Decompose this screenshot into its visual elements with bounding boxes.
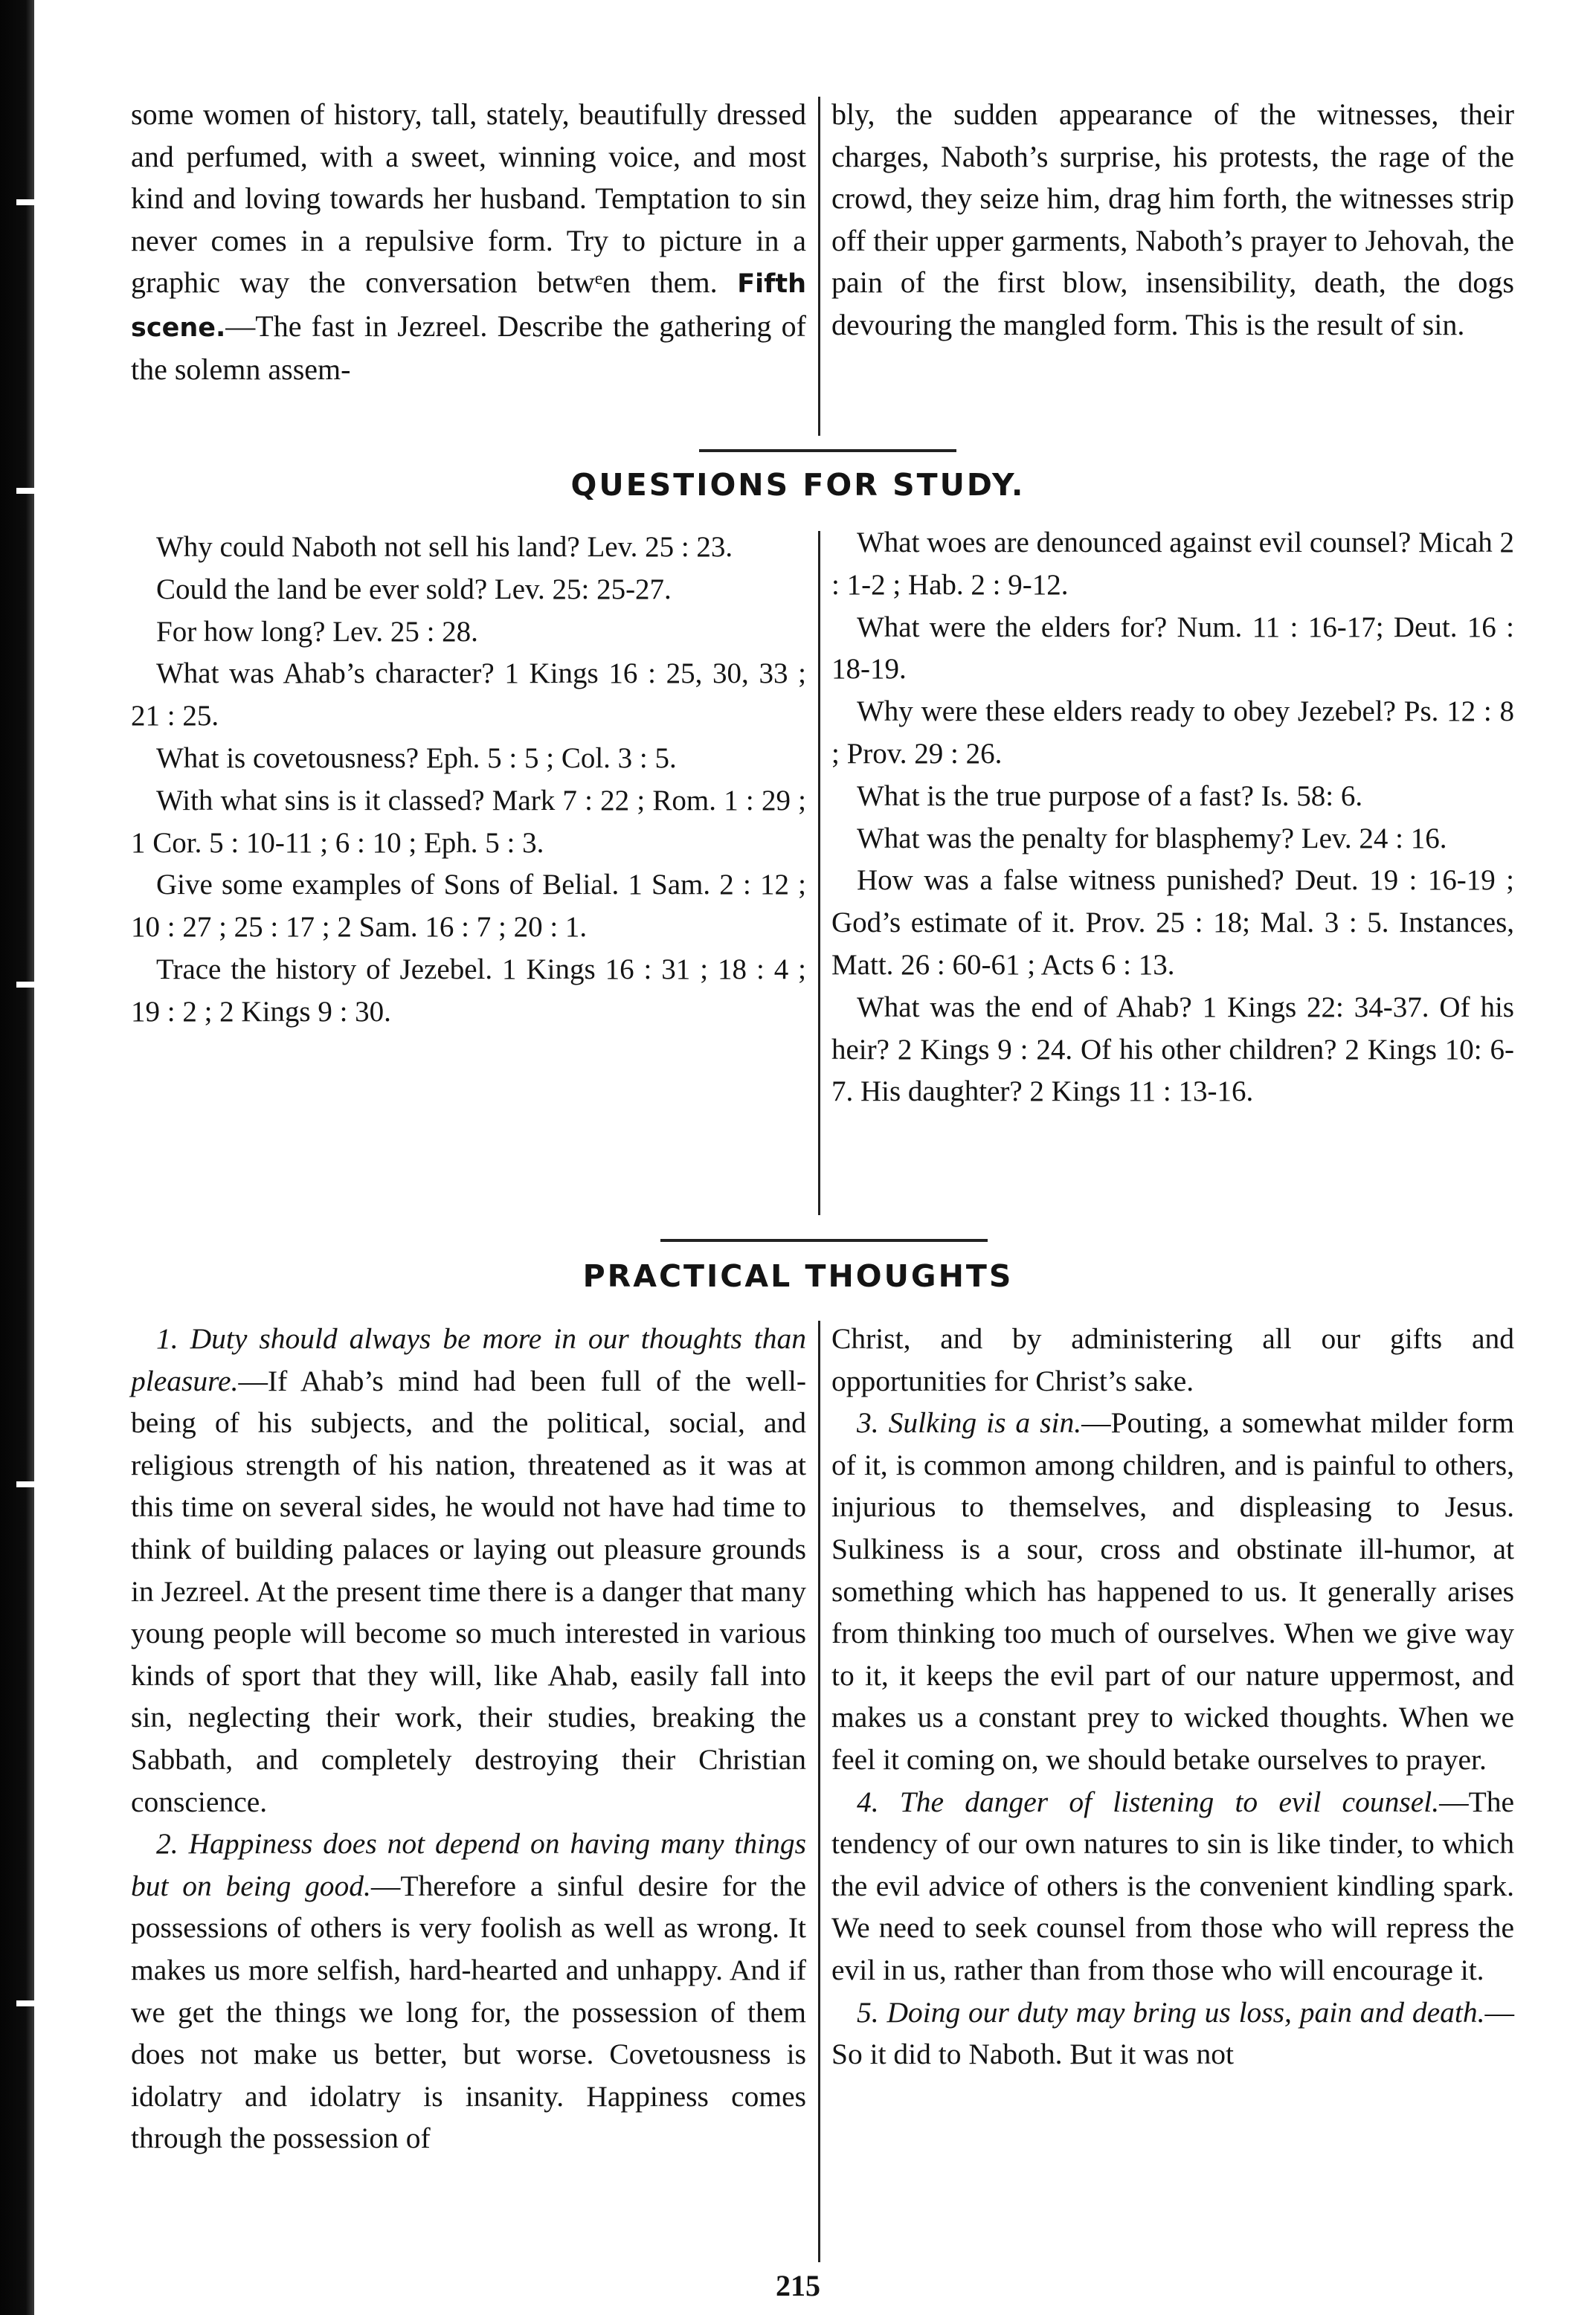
question-item: Give some examples of Sons of Belial. 1 Sam. 2 : 12 ; 10 : 27 ; 25 : 17 ; 2 Sam. 16 : 7 ; 20 : 1.: [131, 869, 806, 944]
practical-thought: [831, 1781, 1514, 1992]
thought-text: —So it did to Naboth. But it was not: [831, 1995, 1514, 2071]
binding-mark: [16, 199, 37, 205]
column-divider: [818, 97, 820, 436]
practical-thought: [831, 1402, 1514, 1780]
intro-left-column: [131, 94, 806, 391]
binding-mark: [16, 2000, 37, 2006]
question-item: What was the end of Ahab? 1 Kings 22: 34-37. Of his heir? 2 Kings 9 : 24. Of his other children? 2 Kings 10: 6-7. His daughter? 2 Kings 11 : 13-16.: [831, 991, 1514, 1108]
section-rule: [660, 1239, 988, 1242]
question-item: What is covetousness? Eph. 5 : 5 ; Col. 3 : 5.: [156, 741, 677, 774]
question-item: With what sins is it classed? Mark 7 : 22 ; Rom. 1 : 29 ; 1 Cor. 5 : 10-11 ; 6 : 10 ; Eph. 5 : 3.: [131, 784, 806, 859]
question-item: How was a false witness punished? Deut. 19 : 16-19 ; God’s estimate of it. Prov. 25 : 18; Mal. 3 : 5. Instances, Matt. 26 : 60-61 ; Acts 6 : 13.: [831, 864, 1514, 981]
binding-mark: [16, 1481, 37, 1487]
thought-number: 4.: [857, 1785, 879, 1818]
fifth-scene-text: —The fast in Jezreel. Describe the gathering of the solemn assem-: [131, 309, 806, 386]
question-item: What was the penalty for blasphemy? Lev. 24 : 16.: [857, 822, 1447, 854]
practical-heading: PRACTICAL THOUGHTS: [582, 1258, 1014, 1294]
thought-text: —Therefore a sinful desire for the possessions of others is very foolish as well as wrong. It makes us more selfish, hard-hearted and unhappy. And if we get the things we long for, the possession of them does not make us better, but worse. Covetousness is idolatry and idolatry is insanity. Happiness comes through the possession of: [131, 1869, 806, 2155]
question-item: Could the land be ever sold? Lev. 25: 25-27.: [156, 573, 672, 605]
thought-title: Doing our duty may bring us loss, pain and death.: [887, 1995, 1485, 2029]
thought-title: Happiness does not depend on having many things but on being good.: [131, 1827, 807, 1902]
thought-title: Duty should always be more in our thoughts than pleasure.: [131, 1322, 806, 1397]
intro-left-text: some women of history, tall, stately, beautifully dressed and perfumed, with a sweet, winning voice, and most kind and loving towards her husband. Temptation to sin never comes in a repulsive form. Try to picture in a graphic way the conversation betwᵉen them.: [131, 97, 806, 299]
thought-number: 2.: [156, 1827, 178, 1861]
thought-number: 3.: [857, 1406, 879, 1440]
questions-heading: QUESTIONS FOR STUDY.: [570, 467, 1026, 503]
column-divider: [818, 531, 820, 1215]
question-item: Trace the history of Jezebel. 1 Kings 16 : 31 ; 18 : 4 ; 19 : 2 ; 2 Kings 9 : 30.: [131, 953, 806, 1028]
section-rule: [699, 449, 956, 452]
question-item: What woes are denounced against evil counsel? Micah 2 : 1-2 ; Hab. 2 : 9-12.: [831, 527, 1514, 601]
page-number: 215: [776, 2269, 820, 2302]
questions-left-column: [131, 527, 806, 1034]
column-divider: [818, 1321, 820, 2262]
binding-mark: [16, 982, 37, 988]
question-item: For how long? Lev. 25 : 28.: [156, 615, 478, 648]
practical-thought: [131, 1823, 806, 2160]
thought-title: The danger of listening to evil counsel.: [899, 1785, 1440, 1818]
thought-number: 1.: [156, 1322, 178, 1355]
fifth-scene-heading: Fifth scene.: [131, 269, 806, 343]
question-item: What is the true purpose of a fast? Is. 58: 6.: [857, 779, 1363, 812]
thought-text: —Pouting, a somewhat milder form of it, is common among children, and is painful to others, injurious to themselves, and displeasing to Jesus. Sulkiness is a sour, cross and obstinate ill-humor, at something which has happened to us. It generally arises from thinking too much of ourselves. When we give way to it, it keeps the evil part of our nature uppermost, and makes us a constant prey to wicked thoughts. When we feel it coming on, we should betake ourselves to prayer.: [831, 1406, 1514, 1776]
question-item: What was Ahab’s character? 1 Kings 16 : 25, 30, 33 ; 21 : 25.: [131, 657, 806, 733]
practical-left-column: [131, 1318, 806, 2160]
questions-right-column: [831, 522, 1514, 1113]
intro-right-text: bly, the sudden appearance of the witnesses, their charges, Naboth’s surprise, his protests, the rage of the crowd, they seize him, drag him forth, the witnesses strip off their upper garments, Naboth’s prayer to Jehovah, the pain of the first blow, insensibility, death, the dogs devouring the mangled form. This is the result of sin.: [831, 97, 1514, 341]
intro-right-column: [831, 94, 1514, 346]
question-item: Why could Naboth not sell his land? Lev. 25 : 23.: [156, 531, 733, 563]
question-item: Why were these elders ready to obey Jezebel? Ps. 12 : 8 ; Prov. 29 : 26.: [831, 695, 1514, 770]
thought-text: —If Ahab’s mind had been full of the well-being of his subjects, and the political, social, and religious strength of his nation, threatened as it was at this time on several sides, he would not have had time to think of building palaces or laying out pleasure grounds in Jezreel. At the present time there is a danger that many young people will become so much interested in various kinds of sport that they will, like Ahab, easily fall into sin, neglecting their work, their studies, breaking the Sabbath, and completely destroying their Christian conscience.: [131, 1364, 806, 1818]
practical-thought: [131, 1318, 806, 1823]
intro-left-paragraph: [131, 94, 806, 391]
thought-text: —The tendency of our own natures to sin is like tinder, to which the evil advice of others is the convenient kindling spark. We need to seek counsel from those who will repress the evil in us, rather than from those who will encourage it.: [831, 1785, 1515, 1986]
continued-text: Christ, and by administering all our gifts and opportunities for Christ’s sake.: [831, 1322, 1514, 1397]
binding-edge: [0, 0, 34, 2315]
thought-number: 5.: [857, 1995, 879, 2029]
practical-right-column: [831, 1318, 1514, 2076]
practical-thought: [831, 1992, 1514, 2076]
thought-title: Sulking is a sin.: [888, 1406, 1082, 1440]
question-item: What were the elders for? Num. 11 : 16-17; Deut. 16 : 18-19.: [831, 611, 1514, 686]
